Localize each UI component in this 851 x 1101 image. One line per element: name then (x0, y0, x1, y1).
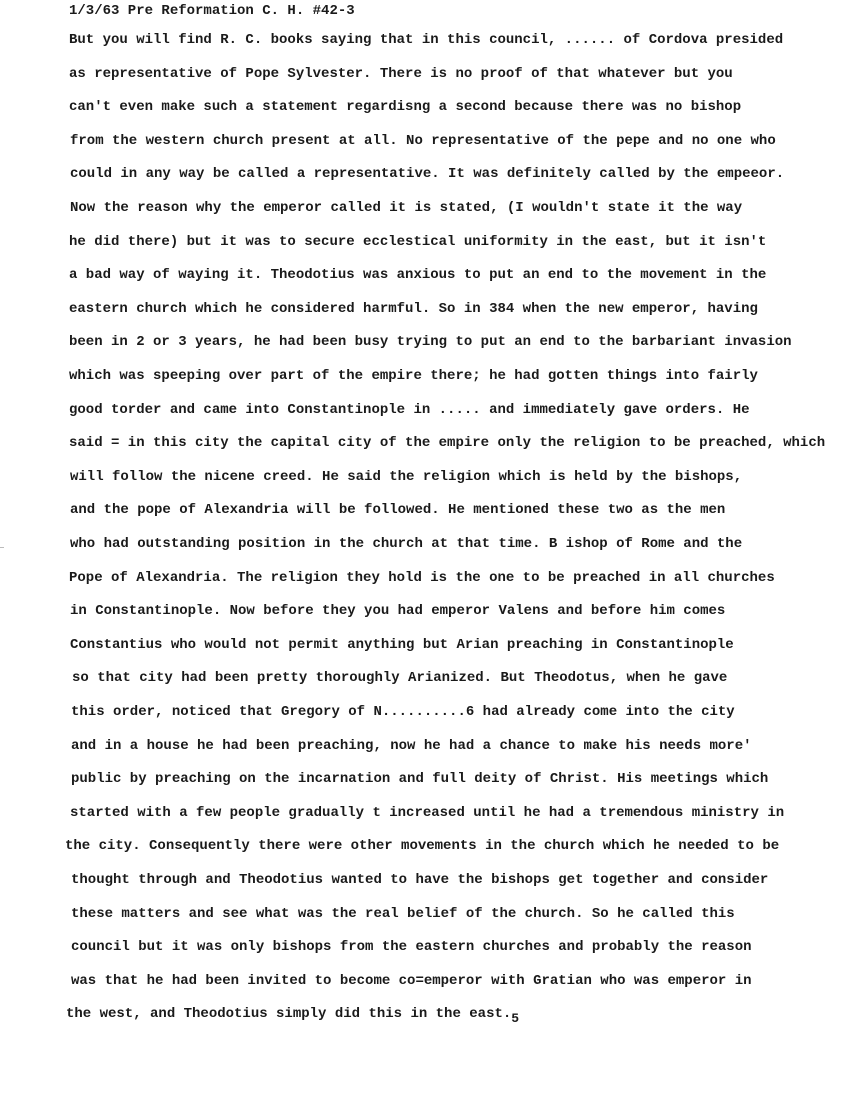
body-line: and in a house he had been preaching, now he had a chance to make his needs more' (71, 738, 752, 754)
body-line: which was speeping over part of the empire there; he had gotten things into fairly (69, 368, 758, 384)
body-line: will follow the nicene creed. He said the religion which is held by the bishops, (70, 469, 743, 485)
body-line: public by preaching on the incarnation and full deity of Christ. His meetings which (71, 771, 769, 787)
body-line: But you will find R. C. books saying that in this council, ...... of Cordova presided (69, 32, 784, 48)
body-line: good torder and came into Constantinople in ..... and immediately gave orders. He (69, 402, 750, 418)
body-line: these matters and see what was the real belief of the church. So he called this (71, 906, 735, 922)
body-line: Now the reason why the emperor called it is stated, (I wouldn't state it the way (70, 200, 743, 216)
page-header: 1/3/63 Pre Reformation C. H. #42-3 (69, 3, 355, 19)
body-line: from the western church present at all. No representative of the pepe and no one who (70, 133, 776, 149)
body-line: the city. Consequently there were other movements in the church which he needed to be (65, 838, 780, 854)
body-line: started with a few people gradually t increased until he had a tremendous ministry in (70, 805, 785, 821)
body-line: he did there) but it was to secure ecclestical uniformity in the east, but it isn't (69, 234, 767, 250)
body-line: was that he had been invited to become co=emperor with Gratian who was emperor in (71, 973, 752, 989)
body-line: and the pope of Alexandria will be followed. He mentioned these two as the men (70, 502, 726, 518)
body-line: thought through and Theodotius wanted to have the bishops get together and consider (71, 872, 769, 888)
body-line: Constantius who would not permit anything but Arian preaching in Constantinople (70, 637, 734, 653)
body-line: Pope of Alexandria. The religion they hold is the one to be preached in all churches (69, 570, 775, 586)
body-line: could in any way be called a representative. It was definitely called by the empeeor. (70, 166, 785, 182)
body-line: this order, noticed that Gregory of N..........6 had already come into the city (71, 704, 735, 720)
body-line: so that city had been pretty thoroughly Arianized. But Theodotus, when he gave (72, 670, 728, 686)
body-line: the west, and Theodotius simply did this in the east.5 (66, 1006, 520, 1026)
body-line: in Constantinople. Now before they you had emperor Valens and before him comes (70, 603, 726, 619)
body-line: been in 2 or 3 years, he had been busy trying to put an end to the barbariant invasion (69, 334, 792, 350)
body-line: council but it was only bishops from the eastern churches and probably the reason (71, 939, 752, 955)
body-line: eastern church which he considered harmful. So in 384 when the new emperor, having (69, 301, 758, 317)
body-line: a bad way of waying it. Theodotius was anxious to put an end to the movement in the (69, 267, 767, 283)
body-line: can't even make such a statement regardisng a second because there was no bishop (69, 99, 742, 115)
footnote-mark: 5 (511, 1011, 520, 1026)
body-line: as representative of Pope Sylvester. There is no proof of that whatever but you (69, 66, 733, 82)
body-line: said = in this city the capital city of the empire only the religion to be preached, which (69, 435, 826, 451)
margin-tick-mark (0, 547, 4, 548)
body-line: who had outstanding position in the church at that time. B ishop of Rome and the (70, 536, 743, 552)
